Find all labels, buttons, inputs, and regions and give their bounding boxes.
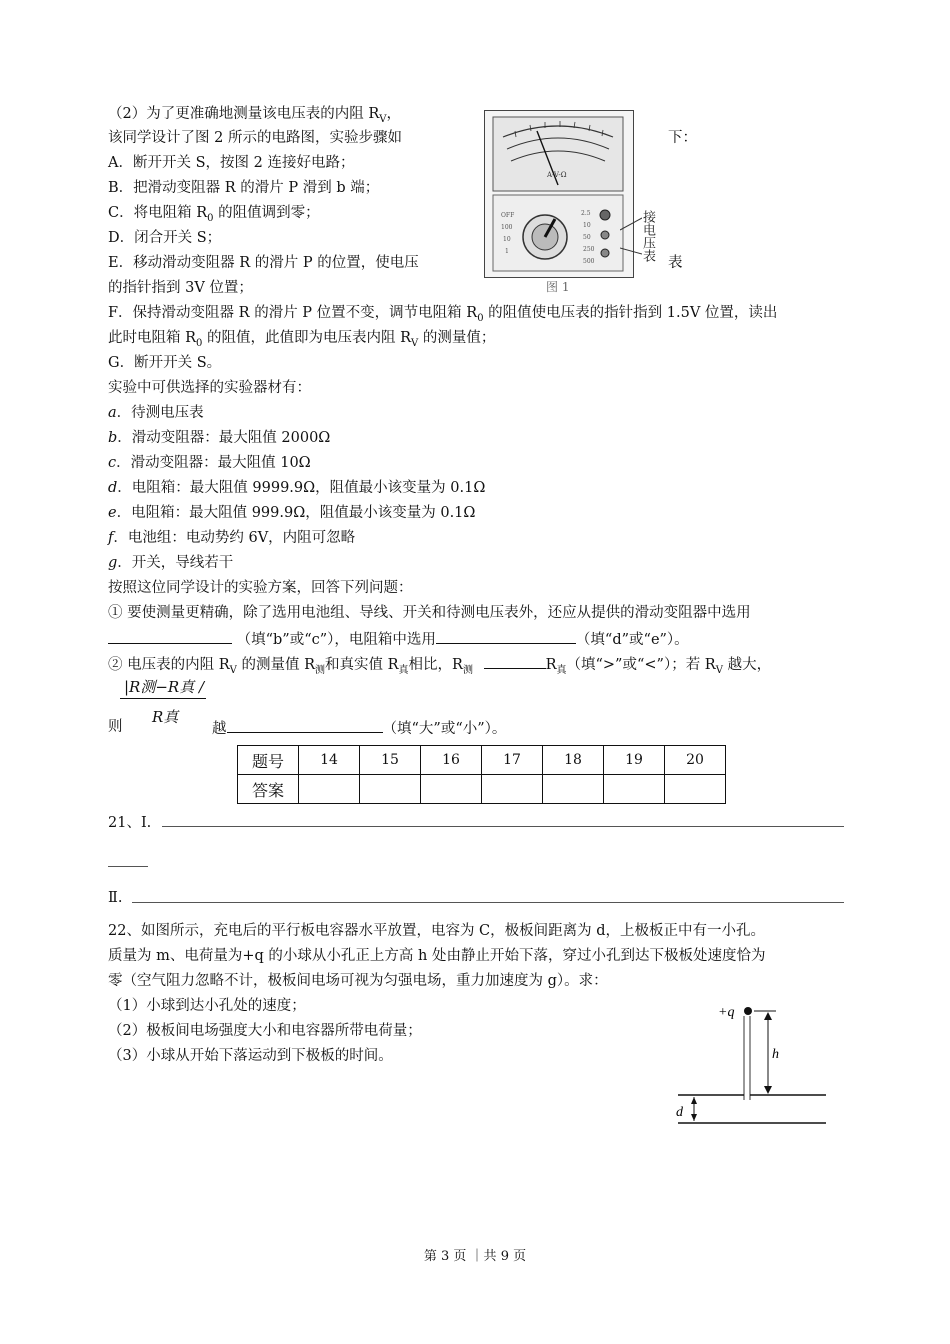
step-c: C．将电阻箱 $R_0$ 的阻值调到零； [108, 205, 320, 224]
q22-sub-1: （1）小球到达小孔处的速度； [108, 998, 306, 1014]
svg-text:1: 1 [505, 248, 509, 255]
step-g: G．断开开关 S。 [108, 355, 222, 371]
question-2-ze: 则 [108, 719, 123, 735]
charge-label: +q [718, 1005, 735, 1020]
step-e-1-end: 表 [668, 255, 683, 271]
connector-lines [620, 214, 642, 258]
answer-table [237, 745, 726, 804]
answer-cell[interactable] [360, 775, 421, 804]
equipment-item: f．电池组：电动势约 6V，内阻可忽略 [108, 530, 356, 546]
table-cell: 14 [299, 746, 360, 775]
q21-answer-line-3[interactable] [132, 902, 844, 903]
table-cell: 17 [482, 746, 543, 775]
distance-label: d [676, 1105, 683, 1120]
dial-unit-label: A-V-Ω [547, 171, 567, 179]
multimeter-figure [484, 110, 634, 278]
answer-cell[interactable] [665, 775, 726, 804]
table-header-cell: 答案 [238, 775, 299, 804]
equipment-item: c．滑动变阻器：最大阻值 10Ω [108, 455, 311, 471]
step-d: D．闭合开关 S； [108, 230, 222, 246]
page-footer: 第 3 页 ｜共 9 页 [423, 1249, 527, 1264]
table-cell: 15 [360, 746, 421, 775]
equipment-intro: 实验中可供选择的实验器材有： [108, 380, 311, 396]
table-cell: 19 [604, 746, 665, 775]
q21-label-i: 21、I. [108, 815, 152, 831]
p2-line-2-end: 下： [668, 130, 697, 146]
fraction-numerator: |R测−R真 / [124, 678, 205, 696]
step-e-1: E．移动滑动变阻器 R 的滑片 P 的位置，使电压 [108, 255, 419, 271]
step-f-1: F．保持滑动变阻器 R 的滑片 P 位置不变，调节电阻箱 $R_0$ 的阻值使电压表的指针指到 1.5V 位置，读出 [108, 305, 778, 324]
q22-sub-2: （2）极板间电场强度大小和电容器所带电荷量； [108, 1023, 422, 1039]
questions-intro: 按照这位同学设计的实验方案，回答下列问题： [108, 580, 413, 596]
q22-line-1: 22、如图所示，充电后的平行板电容器水平放置，电容为 C，极板间距离为 d，上极板正中有一小孔。 [108, 923, 766, 939]
step-a: A．断开开关 S，按图 2 连接好电路； [108, 155, 355, 171]
question-2-line-1: ② 电压表的内阻 $R_V$ 的测量值 $R_测$和真实值 $R_真$相比，$R_测$ $R_真$（填“>”或“<”）；若 $R_V$ 越大， [108, 653, 771, 681]
equipment-item: a．待测电压表 [108, 405, 204, 421]
height-label: h [772, 1047, 779, 1062]
svg-text:500: 500 [583, 258, 595, 265]
table-row [238, 746, 726, 775]
q21-answer-line-1[interactable] [162, 826, 844, 827]
equipment-item: d．电阻箱：最大阻值 9999.9Ω，阻值最小该变量为 0.1Ω [108, 480, 486, 496]
answer-blank-error[interactable] [227, 717, 383, 733]
table-cell: 16 [421, 746, 482, 775]
answer-blank-compare[interactable] [484, 653, 546, 669]
table-cell: 18 [543, 746, 604, 775]
svg-text:250: 250 [583, 246, 595, 253]
question-2-line-2: 越 （填“大”或“小”）。 [212, 717, 506, 739]
step-e-2: 的指针指到 3V 位置； [108, 280, 253, 296]
svg-text:100: 100 [501, 224, 513, 231]
step-f-2: 此时电阻箱 $R_0$ 的阻值，此值即为电压表内阻 $R_V$ 的测量值； [108, 330, 496, 349]
question-1-line-1: ① 要使测量更精确，除了选用电池组、导线、开关和待测电压表外，还应从提供的滑动变阻器中选用 [108, 605, 751, 621]
capacitor-figure [668, 1000, 834, 1130]
step-b: B．把滑动变阻器 R 的滑片 P 滑到 b 端； [108, 180, 380, 196]
svg-text:10: 10 [503, 236, 511, 243]
svg-text:10: 10 [583, 222, 591, 229]
svg-text:2.5: 2.5 [581, 210, 591, 217]
table-row [238, 775, 726, 804]
answer-cell[interactable] [543, 775, 604, 804]
q22-sub-3: （3）小球从开始下落运动到下极板的时间。 [108, 1048, 393, 1064]
table-cell: 20 [665, 746, 726, 775]
answer-cell[interactable] [421, 775, 482, 804]
answer-cell[interactable] [604, 775, 665, 804]
q21-label-ii: Ⅱ. [108, 890, 123, 906]
svg-text:50: 50 [583, 234, 591, 241]
multimeter-drawing [485, 111, 633, 277]
equipment-item: b．滑动变阻器：最大阻值 2000Ω [108, 430, 331, 446]
ball [744, 1007, 752, 1015]
table-header-cell: 题号 [238, 746, 299, 775]
fraction-bar [120, 698, 206, 699]
q22-line-2: 质量为 m、电荷量为+q 的小球从小孔正上方高 h 处由静止开始下落，穿过小孔到达下极板处速度恰为 [108, 948, 766, 964]
figure-1-caption: 图 1 [546, 280, 570, 294]
answer-blank-rheostat[interactable] [108, 628, 232, 644]
equipment-item: g．开关，导线若干 [108, 555, 234, 571]
q22-line-3: 零（空气阻力忽略不计，极板间电场可视为匀强电场，重力加速度为 g）。求： [108, 973, 608, 989]
equipment-item: e．电阻箱：最大阻值 999.9Ω，阻值最小该变量为 0.1Ω [108, 505, 476, 521]
question-1-line-2: （填“b”或“c”），电阻箱中选用 （填“d”或“e”）。 [108, 628, 689, 650]
answer-cell[interactable] [299, 775, 360, 804]
fraction-denominator: R真 [152, 708, 179, 726]
q21-answer-line-2[interactable] [108, 866, 148, 867]
answer-blank-resistance-box[interactable] [436, 628, 576, 644]
answer-cell[interactable] [482, 775, 543, 804]
svg-text:OFF: OFF [501, 212, 515, 219]
p2-line-1: （2）为了更准确地测量该电压表的内阻 $R_V$， [108, 106, 401, 125]
connect-voltmeter-label: 接电压表 [640, 210, 655, 262]
p2-line-2: 该同学设计了图 2 所示的电路图，实验步骤如 [108, 130, 402, 146]
